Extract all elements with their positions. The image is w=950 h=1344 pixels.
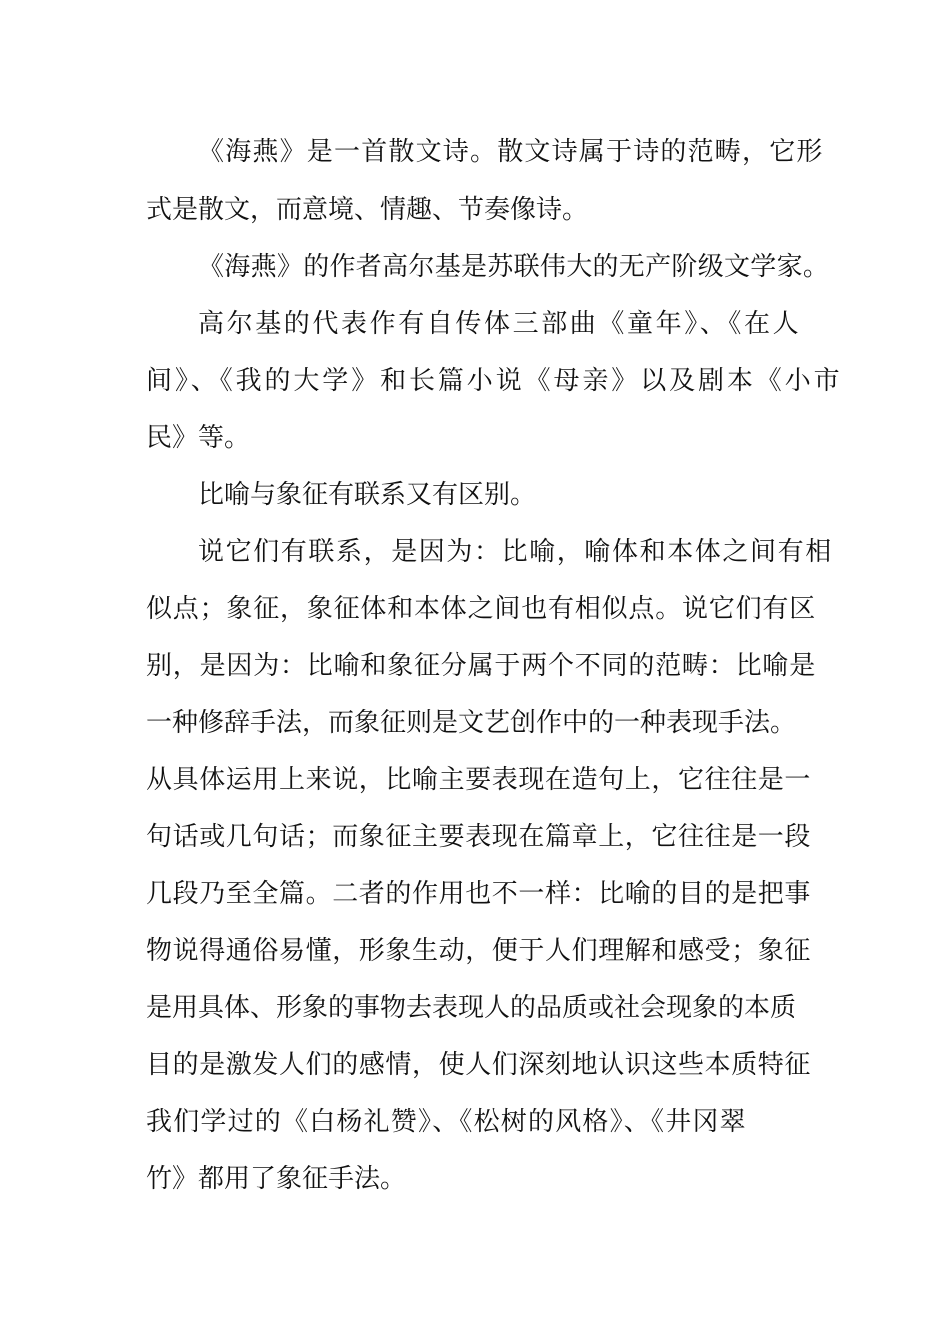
paragraph-1-line-1: 《海燕》是一首散文诗。散文诗属于诗的范畴，它形 [198, 137, 824, 167]
paragraph-5-line-9: 是用具体、形象的事物去表现人的品质或社会现象的本质 [146, 993, 797, 1023]
paragraph-3-line-2: 间》、《我的大学》和长篇小说《母亲》以及剧本《小市 [146, 366, 843, 396]
paragraph-1-line-2: 式是散文，而意境、情趣、节奏像诗。 [146, 195, 589, 225]
paragraph-5-line-12: 竹》都用了象征手法。 [146, 1164, 407, 1194]
paragraph-4-line-1: 比喻与象征有联系又有区别。 [198, 480, 537, 510]
paragraph-5-line-10: 目的是激发人们的感情，使人们深刻地认识这些本质特征 [146, 1050, 812, 1080]
paragraph-5-line-4: 一种修辞手法，而象征则是文艺创作中的一种表现手法。 [146, 708, 797, 738]
paragraph-5-line-11: 我们学过的《白杨礼赞》、《松树的风格》、《井冈翠 [146, 1107, 747, 1137]
paragraph-5-line-2: 似点；象征，象征体和本体之间也有相似点。说它们有区 [146, 594, 817, 624]
paragraph-5-line-7: 几段乃至全篇。二者的作用也不一样：比喻的目的是把事 [146, 879, 812, 909]
paragraph-5-line-3: 别，是因为：比喻和象征分属于两个不同的范畴：比喻是 [146, 651, 817, 681]
paragraph-5-line-1: 说它们有联系，是因为：比喻，喻体和本体之间有相 [198, 537, 833, 567]
paragraph-3-line-3: 民》等。 [146, 423, 251, 453]
paragraph-3-line-1: 高尔基的代表作有自传体三部曲《童年》、《在人 [198, 309, 802, 339]
paragraph-2-line-1: 《海燕》的作者高尔基是苏联伟大的无产阶级文学家。 [198, 252, 830, 282]
paragraph-5-line-8: 物说得通俗易懂，形象生动，便于人们理解和感受；象征 [146, 936, 812, 966]
paragraph-5-line-5: 从具体运用上来说，比喻主要表现在造句上，它往往是一 [146, 765, 812, 795]
paragraph-5-line-6: 句话或几句话；而象征主要表现在篇章上，它往往是一段 [146, 822, 812, 852]
